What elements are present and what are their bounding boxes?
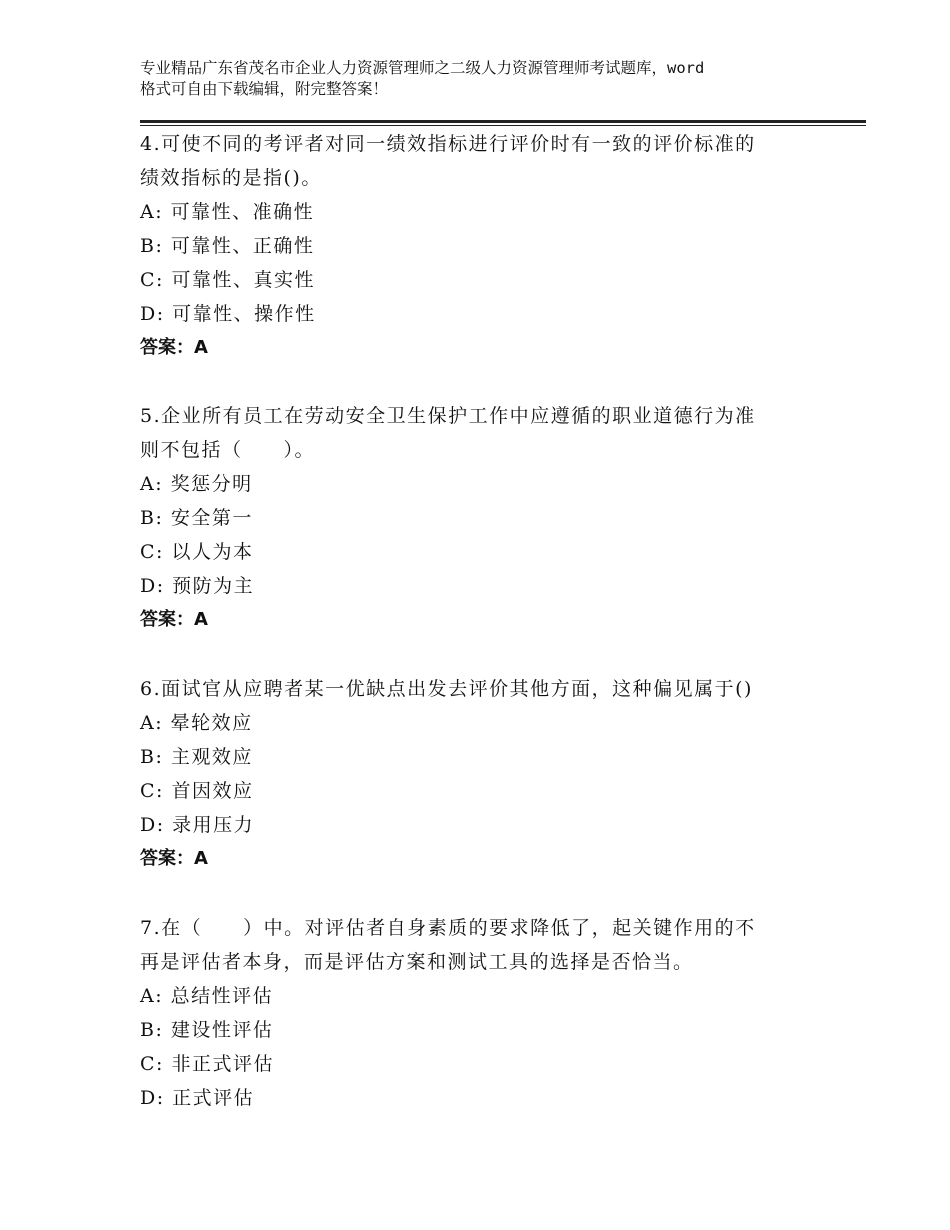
option-d: D: 正式评估	[140, 1087, 255, 1109]
option-d: D: 可靠性、操作性	[140, 303, 316, 325]
answer-label: 答案：A	[140, 609, 208, 630]
question-stem-line: 再是评估者本身，而是评估方案和测试工具的选择是否恰当。	[140, 951, 694, 973]
option-b: B: 主观效应	[140, 746, 253, 768]
option-d: D: 预防为主	[140, 575, 255, 597]
header-line-2: 格式可自由下载编辑，附完整答案！	[140, 80, 389, 98]
option-a: A: 奖惩分明	[140, 473, 253, 495]
question-block-7	[140, 911, 810, 1115]
header-line-1: 专业精品广东省茂名市企业人力资源管理师之二级人力资源管理师考试题库，word	[140, 59, 705, 77]
question-stem-line: 5.企业所有员工在劳动安全卫生保护工作中应遵循的职业道德行为准	[140, 405, 756, 427]
question-stem-line: 绩效指标的是指()。	[140, 167, 322, 189]
option-a: A: 可靠性、准确性	[140, 201, 315, 223]
option-d: D: 录用压力	[140, 814, 255, 836]
answer-label: 答案：A	[140, 848, 208, 869]
option-a: A: 晕轮效应	[140, 712, 253, 734]
option-c: C: 非正式评估	[140, 1053, 274, 1075]
question-stem-line: 则不包括（ ）。	[140, 439, 316, 461]
option-b: B: 可靠性、正确性	[140, 235, 315, 257]
option-b: B: 建设性评估	[140, 1019, 274, 1041]
document-header	[140, 58, 840, 100]
option-c: C: 以人为本	[140, 541, 254, 563]
option-c: C: 首因效应	[140, 780, 254, 802]
question-block-4	[140, 127, 810, 365]
question-stem-line: 4.可使不同的考评者对同一绩效指标进行评价时有一致的评价标准的	[140, 133, 756, 155]
option-b: B: 安全第一	[140, 507, 253, 529]
question-block-5	[140, 399, 810, 637]
question-stem-line: 6.面试官从应聘者某一优缺点出发去评价其他方面，这种偏见属于()	[140, 678, 753, 700]
option-a: A: 总结性评估	[140, 985, 274, 1007]
option-c: C: 可靠性、真实性	[140, 269, 315, 291]
header-divider-thick	[140, 120, 866, 123]
question-block-6	[140, 672, 810, 876]
question-stem-line: 7.在（ ）中。对评估者自身素质的要求降低了，起关键作用的不	[140, 917, 756, 939]
header-divider-thin	[140, 125, 866, 126]
answer-label: 答案：A	[140, 337, 208, 358]
